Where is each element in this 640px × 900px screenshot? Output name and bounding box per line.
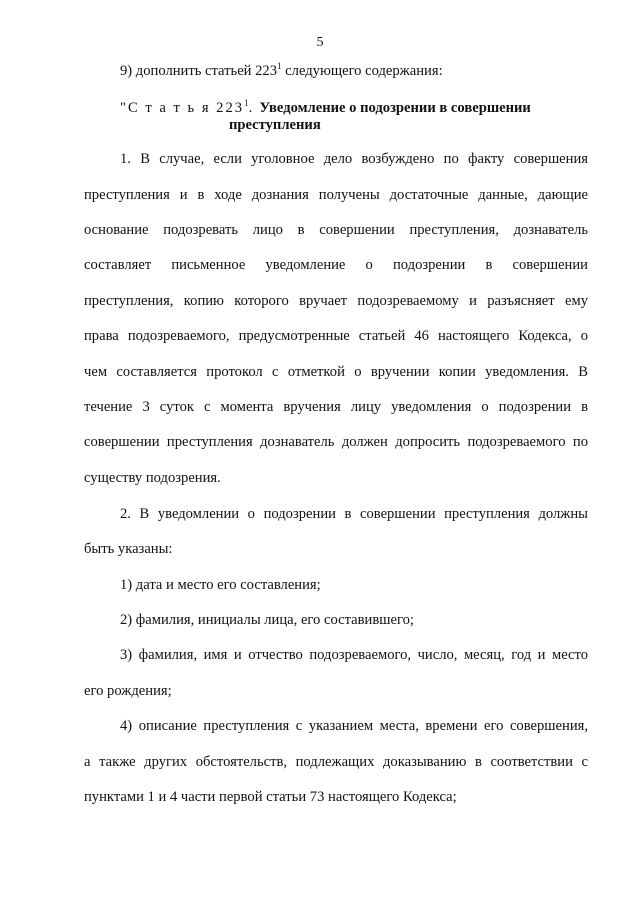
- list-item: 3) фамилия, имя и отчество подозреваемого, число, месяц, год и место: [120, 647, 588, 663]
- body-line: течение 3 суток с момента вручения лицу уведомления о подозрении в: [84, 399, 588, 415]
- list-item: 4) описание преступления с указанием места, времени его совершения,: [120, 718, 588, 734]
- body-line: его рождения;: [84, 683, 172, 699]
- body-line: составляет письменное уведомление о подозрении в совершении: [84, 257, 588, 273]
- body-line: пунктами 1 и 4 части первой статьи 73 настоящего Кодекса;: [84, 789, 457, 805]
- body-line: 1. В случае, если уголовное дело возбуждено по факту совершения: [120, 151, 588, 167]
- article-period: .: [248, 100, 253, 116]
- article-title-line-1: Уведомление о подозрении в совершении: [259, 100, 531, 116]
- body-line: чем составляется протокол с отметкой о вручении копии уведомления. В: [84, 364, 588, 380]
- body-line: существу подозрения.: [84, 470, 221, 486]
- article-superscript: 1: [244, 98, 249, 109]
- intro-prefix: 9) дополнить статьей 223: [120, 63, 278, 79]
- body-line: совершении преступления дознаватель должен допросить подозреваемого по: [84, 434, 588, 450]
- body-line: а также других обстоятельств, подлежащих доказыванию в соответствии с: [84, 754, 588, 770]
- article-label: "С т а т ь я 223: [120, 100, 245, 116]
- intro-suffix: следующего содержания:: [281, 63, 443, 79]
- article-heading-line-1: [120, 99, 531, 117]
- article-title-line-2: преступления: [229, 117, 321, 133]
- body-line: основание подозревать лицо в совершении преступления, дознаватель: [84, 222, 588, 238]
- list-item: 2) фамилия, инициалы лица, его составившего;: [120, 612, 414, 628]
- body-line: преступления, копию которого вручает подозреваемому и разъясняет ему: [84, 293, 588, 309]
- body-line: быть указаны:: [84, 541, 173, 557]
- intro-superscript: 1: [277, 61, 282, 72]
- intro-line: [120, 62, 443, 80]
- body-line: 2. В уведомлении о подозрении в совершении преступления должны: [120, 506, 588, 522]
- list-item: 1) дата и место его составления;: [120, 577, 321, 593]
- page-number: 5: [316, 35, 324, 50]
- body-line: права подозреваемого, предусмотренные статьей 46 настоящего Кодекса, о: [84, 328, 588, 344]
- body-line: преступления и в ходе дознания получены достаточные данные, дающие: [84, 187, 588, 203]
